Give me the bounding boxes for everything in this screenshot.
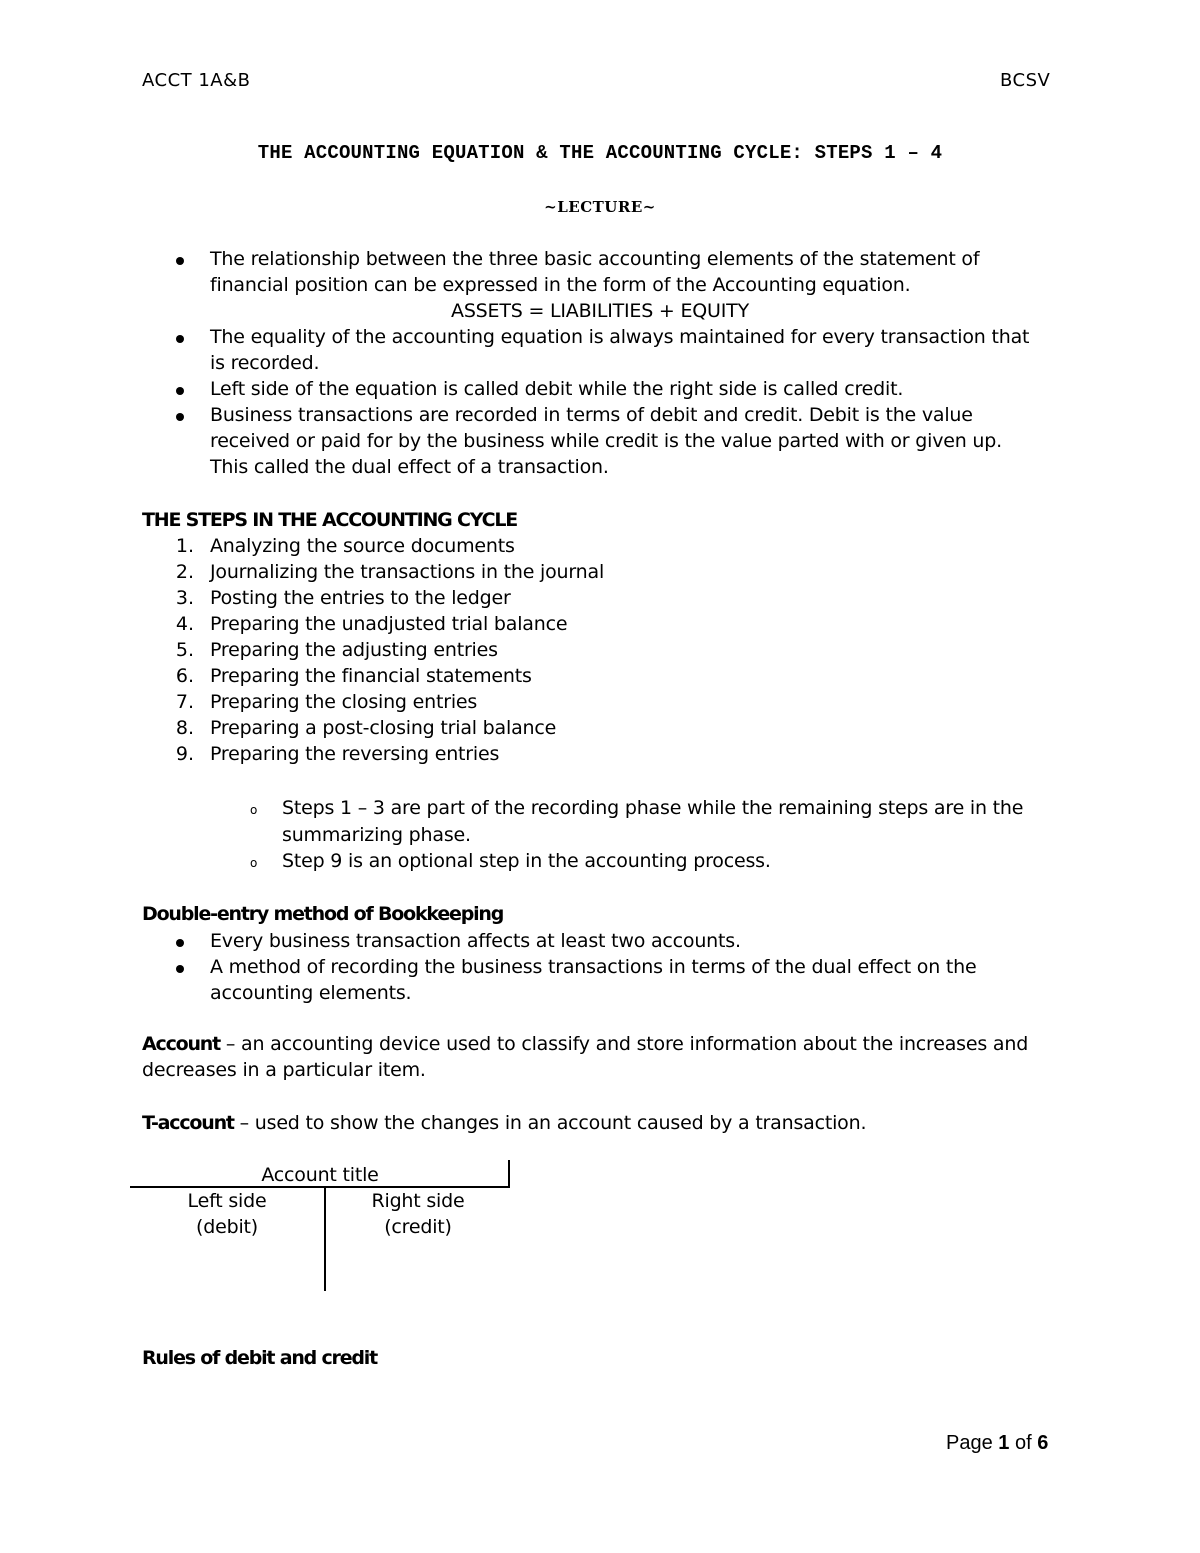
t-account-title: Account title [261,1164,379,1186]
page-title: THE ACCOUNTING EQUATION & THE ACCOUNTING CYCLE: STEPS 1 – 4 [257,142,943,164]
step-item: Preparing a post-closing trial balance [210,717,557,739]
bullet-icon [176,939,184,947]
bullet-icon [176,335,184,343]
sub-note-1-line-2: summarizing phase. [282,824,471,846]
double-entry-bullet-2-line-2: accounting elements. [210,982,412,1004]
page-subtitle: ~LECTURE~ [544,198,656,216]
step-item: Analyzing the source documents [210,535,515,557]
step-item: Preparing the unadjusted trial balance [210,613,568,635]
step-item: Preparing the closing entries [210,691,478,713]
account-definition-line-1 [142,1033,1028,1055]
step-number: 6. [175,665,194,687]
header-section-code: BCSV [1000,70,1051,91]
intro-bullet-1-line-2: financial position can be expressed in the form of the Accounting equation. [210,274,911,296]
header-course-code: ACCT 1A&B [142,70,251,91]
step-item: Posting the entries to the ledger [210,587,511,609]
circle-bullet-icon: o [250,803,258,817]
intro-bullet-4-line-1: Business transactions are recorded in terms of debit and credit. Debit is the value [210,404,973,426]
intro-bullet-4-line-2: received or paid for by the business while credit is the value parted with or given up. [210,430,1002,452]
double-entry-bullet-2-line-1: A method of recording the business transactions in terms of the dual effect on the [210,956,977,978]
account-definition-line-2: decreases in a particular item. [142,1059,426,1081]
step-item: Preparing the reversing entries [210,743,500,765]
rules-heading: Rules of debit and credit [142,1347,377,1369]
step-number: 7. [175,691,194,713]
double-entry-bullet-1: Every business transaction affects at least two accounts. [210,930,741,952]
intro-bullet-1-line-1: The relationship between the three basic accounting elements of the statement of [210,248,980,270]
taccount-definition [142,1112,866,1134]
bullet-icon [176,257,184,265]
step-number: 8. [175,717,194,739]
intro-bullet-3-line-1: Left side of the equation is called debit while the right side is called credit. [210,378,904,400]
step-number: 2. [175,561,194,583]
step-number: 5. [175,639,194,661]
t-account-right-edge [508,1160,510,1188]
t-account-top-line [130,1186,510,1188]
of-word: of [1014,1432,1032,1454]
page-footer [946,1432,1048,1455]
t-account-right-label: Right side [371,1190,465,1212]
accounting-equation: ASSETS = LIABILITIES + EQUITY [451,300,749,322]
taccount-term: T-account [142,1112,234,1134]
intro-bullet-2-line-2: is recorded. [210,352,320,374]
step-number: 3. [175,587,194,609]
step-item: Preparing the financial statements [210,665,532,687]
page-total: 6 [1037,1432,1049,1454]
sub-note-2-line-1: Step 9 is an optional step in the accounting process. [282,850,771,872]
step-number: 4. [175,613,194,635]
bullet-icon [176,965,184,973]
intro-bullet-4-line-3: This called the dual effect of a transaction. [210,456,609,478]
steps-heading: THE STEPS IN THE ACCOUNTING CYCLE [142,509,518,531]
sub-note-1-line-1: Steps 1 – 3 are part of the recording phase while the remaining steps are in the [282,797,1024,819]
bullet-icon [176,387,184,395]
step-number: 1. [175,535,194,557]
taccount-definition-text: – used to show the changes in an account caused by a transaction. [233,1112,867,1134]
t-account-left-label: Left side [187,1190,267,1212]
step-item: Preparing the adjusting entries [210,639,498,661]
intro-bullet-2-line-1: The equality of the accounting equation is always maintained for every transaction that [210,326,1030,348]
page-word: Page [946,1432,993,1454]
t-account-left-sub: (debit) [196,1216,258,1238]
step-number: 9. [175,743,194,765]
account-definition-text: – an accounting device used to classify and store information about the increases and [220,1033,1029,1055]
step-item: Journalizing the transactions in the journal [210,561,605,583]
account-term: Account [142,1033,221,1055]
bullet-icon [176,413,184,421]
t-account-right-sub: (credit) [384,1216,452,1238]
circle-bullet-icon: o [250,856,258,870]
double-entry-heading: Double-entry method of Bookkeeping [142,903,504,925]
page-number: 1 [998,1432,1010,1454]
